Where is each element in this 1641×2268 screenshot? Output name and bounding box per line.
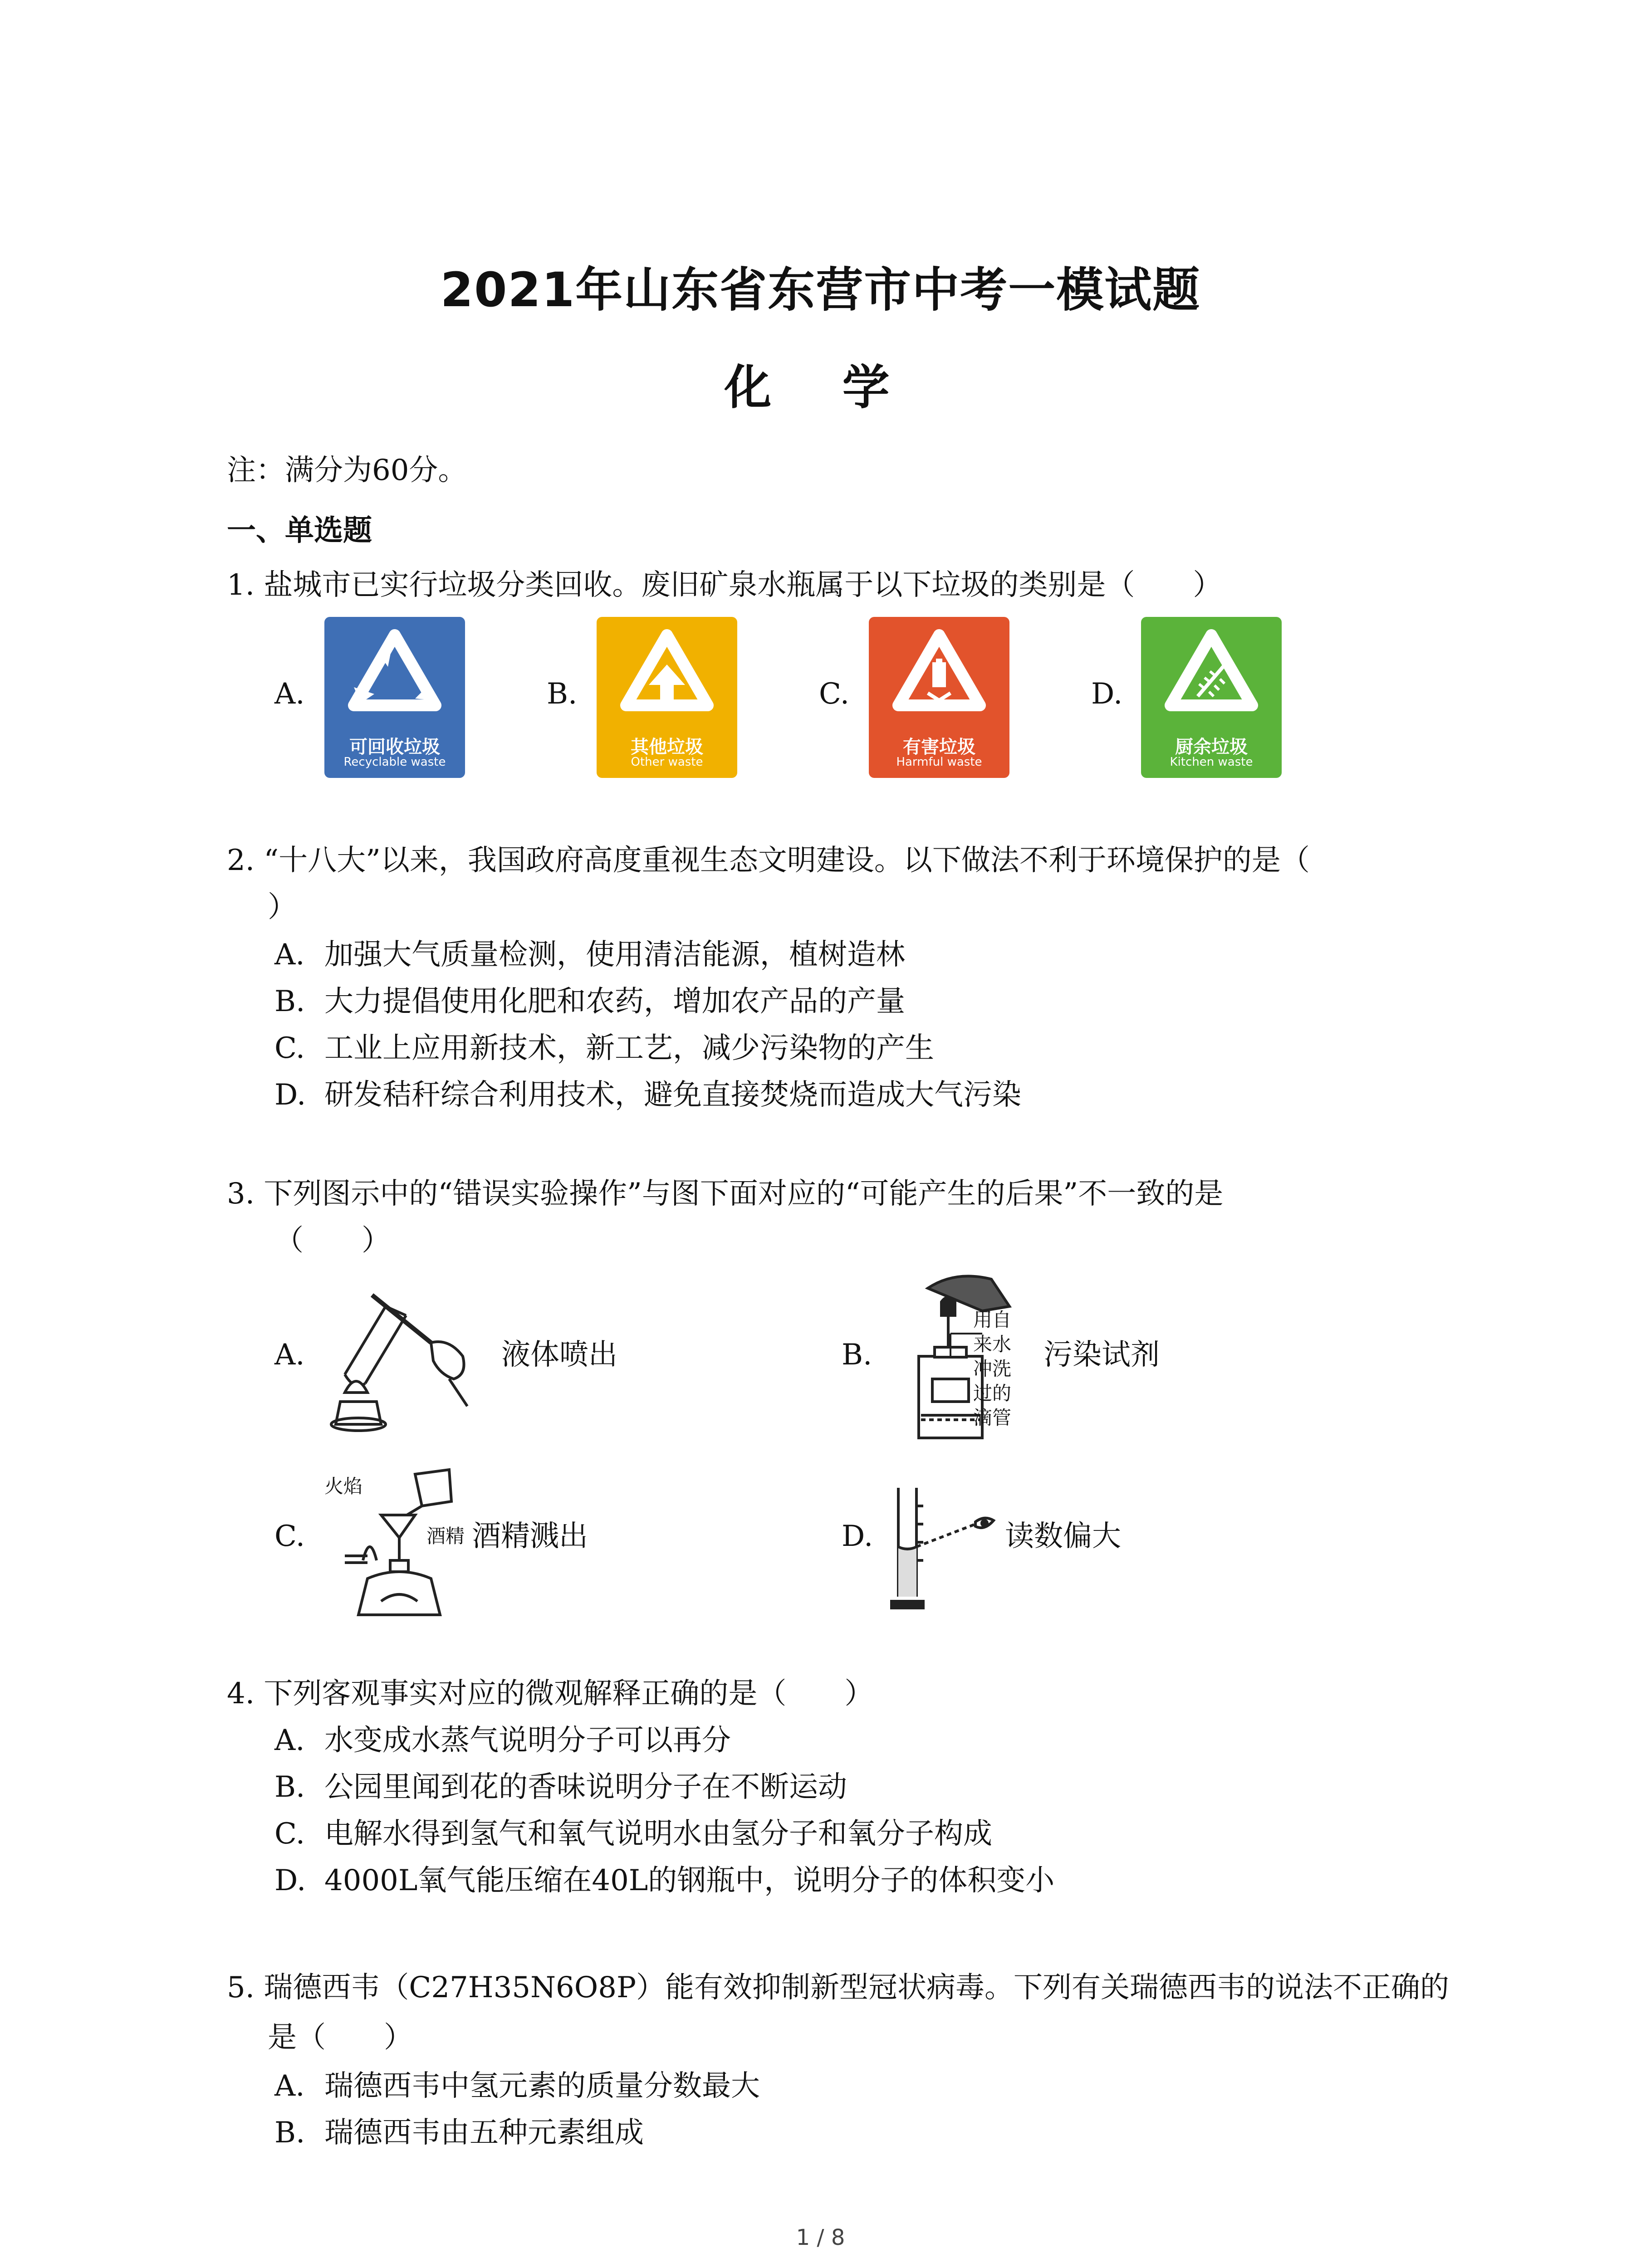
option-text: 工业上应用新技术，新工艺，减少污染物的产生	[324, 1031, 934, 1065]
question-2-stem-line1: 2. “十八大”以来，我国政府高度重视生态文明建设。以下做法不利于环境保护的是（	[227, 844, 1310, 877]
option-text: 大力提倡使用化肥和农药，增加农产品的产量	[324, 985, 905, 1018]
q4-option-c	[274, 1815, 992, 1853]
option-label: A.	[274, 938, 305, 972]
sign-en-label: Other waste	[631, 755, 703, 769]
q5-option-a	[274, 2067, 760, 2105]
q3-option-c-consequence: 酒精溅出	[472, 1520, 588, 1553]
question-4-stem: 4. 下列客观事实对应的微观解释正确的是（ ）	[227, 1677, 874, 1711]
q4-option-b	[274, 1768, 847, 1806]
alcohol-label: 酒精	[426, 1525, 465, 1547]
page-number: 1 / 8	[796, 2225, 845, 2250]
flame-label: 火焰	[324, 1475, 363, 1497]
annotation-line: 冲洗	[973, 1358, 1012, 1380]
question-3-stem-line1: 3. 下列图示中的“错误实验操作”与图下面对应的“可能产生的后果”不一致的是	[227, 1177, 1224, 1211]
sign-cn-label: 厨余垃圾	[1175, 737, 1248, 758]
sign-en-label: Kitchen waste	[1170, 755, 1253, 769]
question-3-stem-line2: （ ）	[274, 1224, 391, 1257]
sign-cn-label: 可回收垃圾	[349, 737, 440, 758]
harmful-waste-sign	[869, 617, 1009, 778]
sign-en-label: Harmful waste	[896, 755, 982, 769]
q1-option-a-label: A.	[274, 677, 305, 711]
question-5-stem-line1: 5. 瑞德西韦（C27H35N6O8P）能有效抑制新型冠状病毒。下列有关瑞德西韦的说法不正确的	[227, 1971, 1450, 2004]
sign-cn-label: 其他垃圾	[631, 737, 703, 758]
option-text: 水变成水蒸气说明分子可以再分	[324, 1724, 731, 1757]
option-label: A.	[274, 1724, 305, 1757]
recyclable-waste-sign	[324, 617, 465, 778]
annotation-line: 用自	[973, 1309, 1012, 1331]
kitchen-waste-icon	[1141, 617, 1282, 730]
option-label: B.	[274, 1770, 305, 1804]
q3-option-d-label: D.	[842, 1520, 873, 1553]
q3-option-a-label: A.	[274, 1338, 305, 1372]
annotation-line: 过的	[973, 1382, 1012, 1404]
annotation-line: 来水	[973, 1333, 1012, 1355]
option-text: 研发秸秆综合利用技术，避免直接焚烧而造成大气污染	[324, 1078, 1021, 1112]
section-heading: 一、单选题	[227, 514, 372, 547]
kitchen-waste-sign	[1141, 617, 1282, 778]
exam-title: 2021年山东省东营市中考一模试题	[440, 262, 1201, 318]
question-2-stem-line2: ）	[268, 890, 297, 924]
q2-option-d	[274, 1076, 1021, 1114]
q1-option-b-label: B.	[547, 677, 578, 711]
question-1-stem: 1. 盐城市已实行垃圾分类回收。废旧矿泉水瓶属于以下垃圾的类别是（ ）	[227, 568, 1222, 602]
option-label: A.	[274, 2069, 305, 2103]
q3-option-a-consequence: 液体喷出	[501, 1338, 617, 1372]
test-tube-heating-figure	[318, 1288, 485, 1438]
q3-option-b-consequence: 污染试剂	[1043, 1338, 1160, 1372]
q4-option-d	[274, 1862, 1054, 1900]
q3-option-b-label: B.	[842, 1338, 872, 1372]
harmful-waste-icon	[869, 617, 1009, 730]
graduated-cylinder-figure	[889, 1479, 1003, 1615]
q5-option-b	[274, 2114, 644, 2152]
option-text: 瑞德西韦中氢元素的质量分数最大	[324, 2069, 760, 2103]
option-label: C.	[274, 1817, 305, 1851]
option-label: B.	[274, 985, 305, 1018]
q2-option-b	[274, 982, 905, 1021]
option-label: D.	[274, 1864, 306, 1897]
option-text: 4000L氧气能压缩在40L的钢瓶中，说明分子的体积变小	[324, 1864, 1055, 1897]
q4-option-a	[274, 1721, 731, 1760]
q3-option-d-consequence: 读数偏大	[1005, 1520, 1121, 1553]
dropper-annotation	[973, 1308, 1011, 1430]
q3-option-c-label: C.	[274, 1520, 305, 1553]
recycle-icon	[324, 617, 465, 730]
sign-cn-label: 有害垃圾	[903, 737, 975, 758]
option-text: 加强大气质量检测，使用清洁能源，植树造林	[324, 938, 905, 972]
option-text: 公园里闻到花的香味说明分子在不断运动	[324, 1770, 847, 1804]
option-text: 电解水得到氢气和氧气说明水由氢分子和氧分子构成	[324, 1817, 992, 1851]
exam-subject: 化 学	[724, 360, 917, 415]
sign-en-label: Recyclable waste	[343, 755, 446, 769]
other-waste-icon	[597, 617, 737, 730]
other-waste-sign	[597, 617, 737, 778]
question-5-stem-line2: 是（ ）	[268, 2021, 413, 2054]
q2-option-c	[274, 1029, 934, 1067]
option-label: B.	[274, 2116, 305, 2150]
q1-option-d-label: D.	[1091, 677, 1123, 711]
annotation-line: 滴管	[973, 1407, 1012, 1429]
option-label: D.	[274, 1078, 306, 1112]
score-note: 注：满分为60分。	[227, 454, 467, 487]
option-label: C.	[274, 1031, 305, 1065]
option-text: 瑞德西韦由五种元素组成	[324, 2116, 644, 2150]
q1-option-c-label: C.	[819, 677, 850, 711]
q2-option-a	[274, 936, 905, 974]
